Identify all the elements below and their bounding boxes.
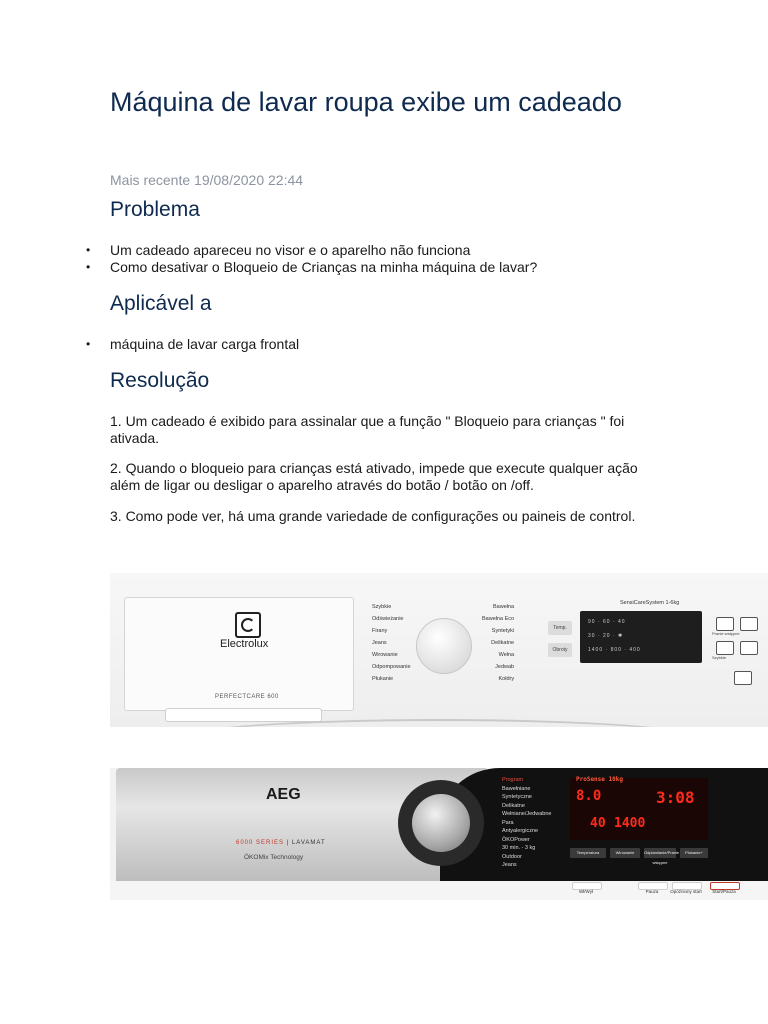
list-item: • Como desativar o Bloqueio de Crianças na minha máquina de lavar? xyxy=(86,259,537,276)
program-label: Wełniane/Jedwabne xyxy=(502,811,552,817)
quick-icon xyxy=(716,641,734,655)
series-number: 6000 SERIES xyxy=(236,840,285,846)
program-label: Firany xyxy=(372,628,388,634)
list-item: • máquina de lavar carga frontal xyxy=(86,336,299,353)
program-list xyxy=(502,776,551,870)
drawer-handle xyxy=(165,708,322,722)
series-separator: | xyxy=(286,840,292,846)
resolution-step-3: 3. Como pode ver, há uma grande variedade de configurações ou paineis de control. xyxy=(110,508,636,524)
problem-heading: Problema xyxy=(110,198,200,221)
model-name: PERFECTCARE 600 xyxy=(215,694,279,700)
program-label: ÖKOPower xyxy=(502,836,530,843)
program-label: Kołdry xyxy=(498,676,515,682)
brand-name: Electrolux xyxy=(220,638,269,650)
program-label: Jeans xyxy=(372,640,387,646)
delay-start-label: Opóźniony start xyxy=(670,889,702,894)
display-screen xyxy=(570,778,708,840)
display-row: 30 · 20 · ✱ xyxy=(588,633,624,639)
display-row: 1400 · 800 · 400 xyxy=(588,647,641,653)
program-label: Antyalergiczne xyxy=(502,828,539,834)
display-label: SensiCareSystem 1-6kg xyxy=(620,600,680,606)
prewash-button: Odplamianie/Pranie wstępne xyxy=(644,850,680,865)
program-label: Jeans xyxy=(502,862,517,868)
program-label: Szybkie xyxy=(372,604,392,610)
program-label: Delikatne xyxy=(502,802,525,809)
applies-list xyxy=(86,336,299,353)
program-label: Bawełna Eco xyxy=(482,616,515,622)
program-label: Delikatne xyxy=(491,640,515,646)
program-label: Wełna xyxy=(498,652,515,658)
display-spin-speed: 1400 xyxy=(614,816,646,831)
program-list-left xyxy=(372,601,411,685)
problem-list xyxy=(86,242,537,276)
spin-button: Obroty xyxy=(548,643,572,657)
knob-dial xyxy=(412,794,470,852)
applies-heading: Aplicável a xyxy=(110,292,212,315)
display-header: ProSense 10kg xyxy=(576,776,623,783)
display-weight: 8.0 xyxy=(576,788,602,804)
program-label: Bawełna xyxy=(493,604,515,610)
electrolux-logo-icon xyxy=(235,612,261,638)
program-label: Syntetyczne xyxy=(502,794,532,800)
program-list-right xyxy=(482,601,514,685)
detergent-drawer xyxy=(124,597,354,711)
program-label: Bawełniane xyxy=(502,785,531,792)
resolution-step-1: 1. Um cadeado é exibido para assinalar que a função " Bloqueio para crianças " foi ativada. xyxy=(110,413,625,446)
side-label: Pranie wstępne xyxy=(712,631,740,636)
program-header: Program xyxy=(502,777,524,783)
program-label: Para xyxy=(502,819,514,826)
display-temperature: 40 xyxy=(590,816,606,831)
prewash-icon xyxy=(716,617,734,631)
program-label: Jedwab xyxy=(495,664,515,670)
program-knob xyxy=(398,780,484,866)
program-label: Syntetyki xyxy=(491,628,515,634)
program-knob xyxy=(416,618,472,674)
start-pause-icon xyxy=(734,671,752,685)
program-label: Płukanie xyxy=(372,676,394,682)
page-title: Máquina de lavar roupa exibe um cadeado xyxy=(110,87,622,117)
program-label: Odświeżanie xyxy=(372,616,404,622)
start-pause-label: Start/Pauza xyxy=(712,889,736,894)
series-name: LAVAMAT xyxy=(291,840,326,846)
temp-button: Temp. xyxy=(548,621,572,635)
display-row: 90 · 60 · 40 xyxy=(588,619,626,625)
resolution-step-2: 2. Quando o bloqueio para crianças está ativado, impede que execute qualquer ação além de ligar ou desligar o aparelho através do botão / botão on /off. xyxy=(110,460,638,493)
program-label: Outdoor xyxy=(502,853,522,860)
display-time: 3:08 xyxy=(656,788,695,807)
last-updated: Mais recente 19/08/2020 22:44 xyxy=(110,172,304,188)
program-label: Wirowanie xyxy=(372,652,398,658)
spin-button: Wirowanie xyxy=(610,848,640,858)
electrolux-panel-image xyxy=(110,573,768,727)
technology-label: ÖKOMix Technology xyxy=(244,854,304,861)
side-label: Szybkie xyxy=(712,655,727,660)
power-label: Wł/Wył xyxy=(579,889,593,894)
program-label: 30 min. - 3 kg xyxy=(502,845,536,851)
rinse-button: Płukanie+ xyxy=(680,848,708,858)
temperature-button: Temperatura xyxy=(570,848,606,858)
extra-rinse-icon xyxy=(740,617,758,631)
brand-name: AEG xyxy=(266,786,301,803)
list-item: • Um cadeado apareceu no visor e o aparelho não funciona xyxy=(86,242,537,259)
aeg-panel-image xyxy=(110,768,768,900)
pause-label: Pauza xyxy=(645,889,659,894)
program-label: Odpompowanie xyxy=(372,664,411,670)
series-label xyxy=(236,840,326,846)
display-screen xyxy=(580,600,702,663)
delay-start-icon xyxy=(740,641,758,655)
resolution-heading: Resolução xyxy=(110,369,210,392)
